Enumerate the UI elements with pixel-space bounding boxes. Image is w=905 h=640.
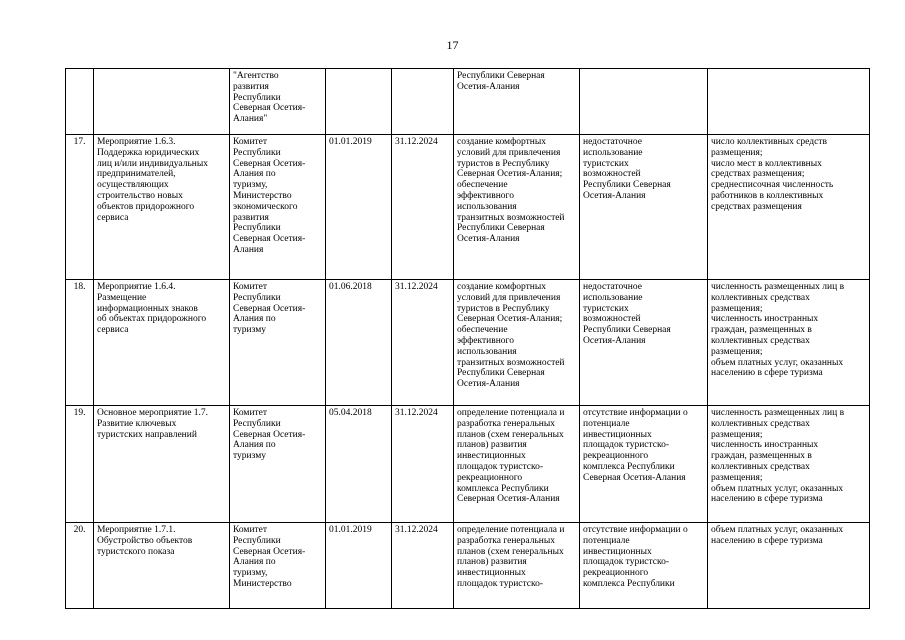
start-date: 05.04.2018: [326, 406, 392, 523]
end-date: 31.12.2024: [392, 406, 454, 523]
measure-name: Мероприятие 1.6.3. Поддержка юридических лиц и/или индивидуальных предпринимателей, осуществляющих строительство новых объектов придорожного сервиса: [94, 135, 230, 280]
executor: Комитет Республики Северная Осетия- Алания по туризму, Министерство экономического развития Республики Северная Осетия- Алания: [230, 135, 326, 280]
measure-name: Основное мероприятие 1.7. Развитие ключевых туристских направлений: [94, 406, 230, 523]
table-row: [66, 69, 870, 135]
indicators: численность размещенных лиц в коллективных средствах размещения; численность иностранных граждан, размещенных в коллективных средствах размещения; объем платных услуг, оказанных населению в сфере туризма: [708, 280, 870, 406]
start-date: 01.01.2019: [326, 523, 392, 609]
end-date: 31.12.2024: [392, 135, 454, 280]
indicators: [708, 69, 870, 135]
end-date: 31.12.2024: [392, 280, 454, 406]
indicators: объем платных услуг, оказанных населению в сфере туризма: [708, 523, 870, 609]
risks: недостаточное использование туристских возможностей Республики Северная Осетия-Алания: [580, 135, 708, 280]
indicators: число коллективных средств размещения; число мест в коллективных средствах размещения; среднесписочная численность работников в коллективных средствах размещения: [708, 135, 870, 280]
expected-result: определение потенциала и разработка генеральных планов (схем генеральных планов) развития инвестиционных площадок туристско-: [454, 523, 580, 609]
end-date: [392, 69, 454, 135]
table-row: [66, 280, 870, 406]
executor: Комитет Республики Северная Осетия- Алания по туризму, Министерство: [230, 523, 326, 609]
risks: отсутствие информации о потенциале инвестиционных площадок туристско- рекреационного комплекса Республики: [580, 523, 708, 609]
expected-result: создание комфортных условий для привлечения туристов в Республику Северная Осетия-Алания; обеспечение эффективного использования транзитных возможностей Республики Северная Осетия-Алания: [454, 135, 580, 280]
table-row: [66, 406, 870, 523]
risks: недостаточное использование туристских возможностей Республики Северная Осетия-Алания: [580, 280, 708, 406]
row-number: 17.: [66, 135, 94, 280]
start-date: [326, 69, 392, 135]
expected-result: определение потенциала и разработка генеральных планов (схем генеральных планов) развития инвестиционных площадок туристско- рекреационного комплекса Республики Северная Осетия-Алания: [454, 406, 580, 523]
row-number: [66, 69, 94, 135]
executor: Комитет Республики Северная Осетия- Алания по туризму: [230, 280, 326, 406]
page-number: 17: [446, 38, 459, 52]
table-row: [66, 523, 870, 609]
row-number: 20.: [66, 523, 94, 609]
expected-result: создание комфортных условий для привлечения туристов в Республику Северная Осетия-Алания; обеспечение эффективного использования транзитных возможностей Республики Северная Осетия-Алания: [454, 280, 580, 406]
risks: [580, 69, 708, 135]
measures-table: [65, 68, 870, 609]
row-number: 19.: [66, 406, 94, 523]
risks: отсутствие информации о потенциале инвестиционных площадок туристско- рекреационного комплекса Республики Северная Осетия-Алания: [580, 406, 708, 523]
table-row: [66, 135, 870, 280]
expected-result: Республики Северная Осетия-Алания: [454, 69, 580, 135]
executor: Комитет Республики Северная Осетия- Алания по туризму: [230, 406, 326, 523]
measure-name: [94, 69, 230, 135]
start-date: 01.01.2019: [326, 135, 392, 280]
row-number: 18.: [66, 280, 94, 406]
end-date: 31.12.2024: [392, 523, 454, 609]
measure-name: Мероприятие 1.6.4. Размещение информационных знаков об объектах придорожного сервиса: [94, 280, 230, 406]
executor: "Агентство развития Республики Северная Осетия- Алания": [230, 69, 326, 135]
indicators: численность размещенных лиц в коллективных средствах размещения; численность иностранных граждан, размещенных в коллективных средствах размещения; объем платных услуг, оказанных населению в сфере туризма: [708, 406, 870, 523]
start-date: 01.06.2018: [326, 280, 392, 406]
measure-name: Мероприятие 1.7.1. Обустройство объектов туристского показа: [94, 523, 230, 609]
